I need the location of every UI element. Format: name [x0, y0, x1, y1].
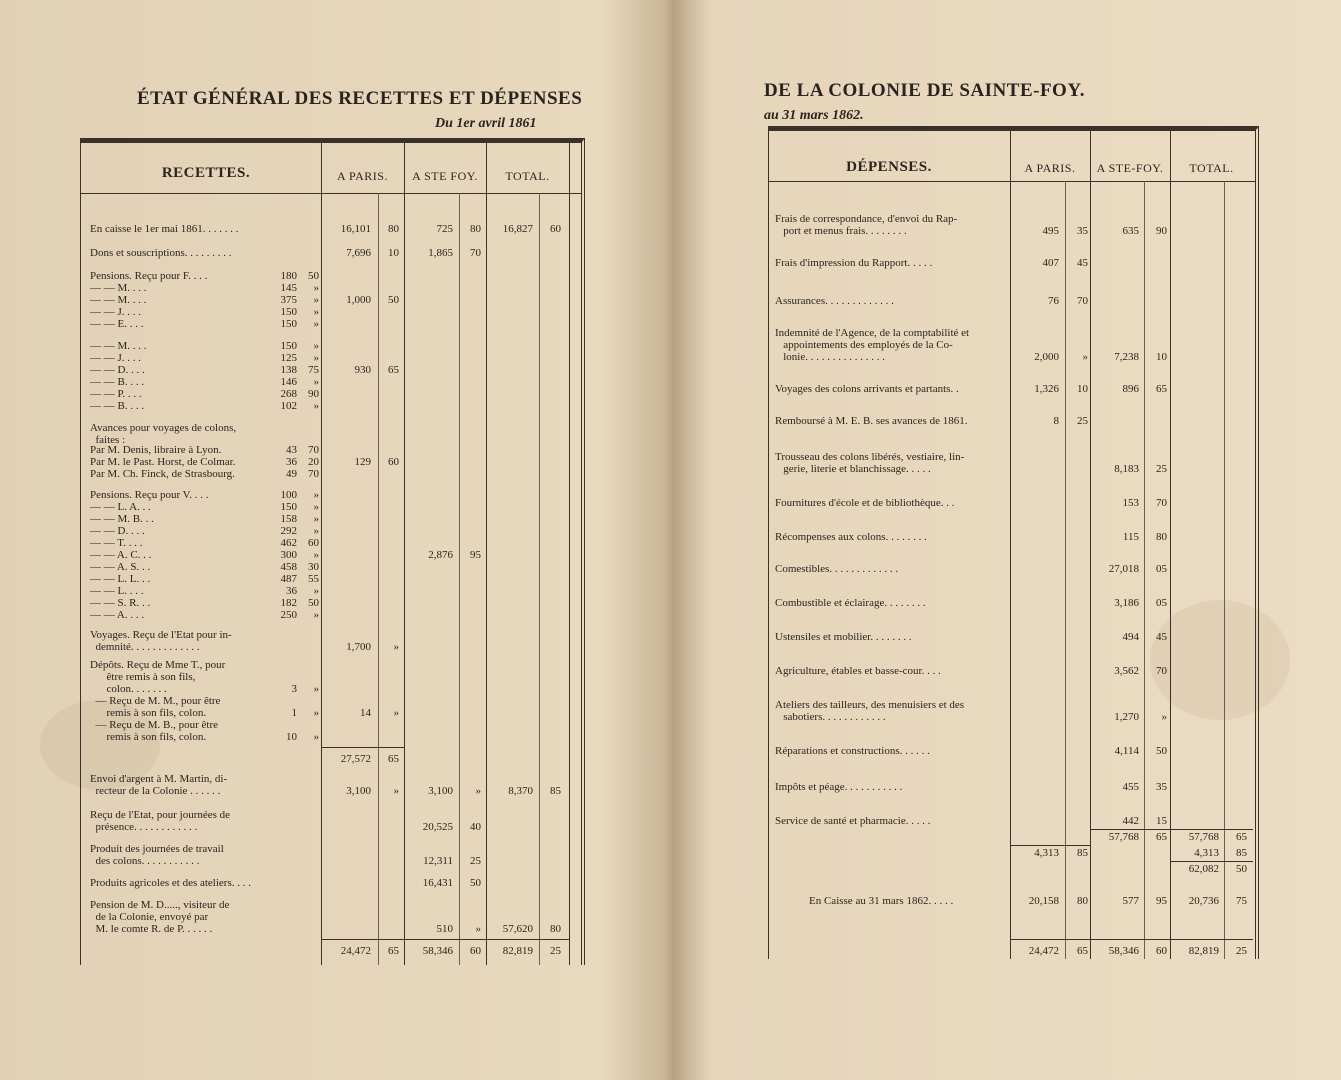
- grand-total-cents: 25: [550, 945, 561, 957]
- sub-amount: 10: [286, 731, 297, 743]
- column-rule: [486, 143, 487, 965]
- row-label: Par M. Denis, libraire à Lyon.: [90, 444, 222, 456]
- paris-total-cents: 65: [388, 945, 399, 957]
- sub-cents: 60: [308, 537, 319, 549]
- foy-amount: 442: [1122, 815, 1139, 827]
- foy-total-cents: 60: [470, 945, 481, 957]
- row-label: — — L. . . .: [90, 585, 144, 597]
- sub-amount: 487: [280, 573, 297, 585]
- cash-total: 20,736: [1188, 895, 1219, 907]
- sub-cents: 50: [308, 597, 319, 609]
- paris-cents: 10: [1077, 383, 1088, 395]
- row-label: faites :: [90, 434, 126, 446]
- total-subtotal: 62,082: [1188, 863, 1219, 875]
- total-subtotal-cents: 85: [1236, 847, 1247, 859]
- paris-cents: 70: [1077, 295, 1088, 307]
- row-label: Service de santé et pharmacie. . . . .: [775, 815, 931, 827]
- sub-cents: »: [313, 707, 319, 719]
- paris-cents: 45: [1077, 257, 1088, 269]
- subtotal-rule: [1090, 829, 1170, 830]
- row-label: — — A. C. . .: [90, 549, 152, 561]
- row-label: Réparations et constructions. . . . . .: [775, 745, 930, 757]
- sub-amount: 292: [280, 525, 297, 537]
- row-label: — — D. . . .: [90, 364, 145, 376]
- sub-amount: 36: [286, 585, 297, 597]
- subtotal-rule: [1170, 861, 1253, 862]
- sub-amount: 300: [280, 549, 297, 561]
- sub-cents: 50: [308, 270, 319, 282]
- total-subtotal-cents: 50: [1236, 863, 1247, 875]
- foy-subtotal: 57,768: [1108, 831, 1139, 843]
- left-page-title: ÉTAT GÉNÉRAL DES RECETTES ET DÉPENSES: [137, 88, 583, 109]
- sub-amount: 268: [280, 388, 297, 400]
- foy-total: 58,346: [1108, 945, 1139, 957]
- header-ste-foy: A STE-FOY.: [1096, 161, 1164, 175]
- foy-total: 58,346: [422, 945, 453, 957]
- row-label: Ateliers des tailleurs, des menuisiers et des sabotiers. . . . . . . . . . . .: [775, 699, 965, 723]
- paris-total: 24,472: [340, 945, 371, 957]
- row-label: Par M. le Past. Horst, de Colmar.: [90, 456, 236, 468]
- paris-cents: »: [393, 641, 399, 653]
- column-rule: [1090, 131, 1091, 959]
- row-label: — — M. . . .: [90, 294, 147, 306]
- row-label: Assurances. . . . . . . . . . . . .: [775, 295, 894, 307]
- paris-amount: 1,700: [346, 641, 371, 653]
- total-cents: 60: [550, 223, 561, 235]
- foy-amount: 3,562: [1114, 665, 1139, 677]
- sub-cents: 90: [308, 388, 319, 400]
- row-label: Avances pour voyages de colons,: [90, 422, 237, 434]
- sub-amount: 138: [280, 364, 297, 376]
- sub-amount: 146: [280, 376, 297, 388]
- recettes-table: [80, 138, 585, 965]
- left-page-subtitle: Du 1er avril 1861: [435, 116, 537, 131]
- cash-paris: 20,158: [1028, 895, 1059, 907]
- paris-amount: 76: [1048, 295, 1059, 307]
- row-label: M. le comte R. de P. . . . . .: [90, 923, 213, 935]
- row-label: remis à son fils, colon.: [90, 731, 207, 743]
- paris-amount: 7,696: [346, 247, 371, 259]
- row-label: remis à son fils, colon.: [90, 707, 207, 719]
- row-label: de la Colonie, envoyé par: [90, 911, 209, 923]
- row-label: colon. . . . . . .: [90, 683, 167, 695]
- header-paris: A PARIS.: [1024, 161, 1076, 175]
- sub-cents: »: [313, 306, 319, 318]
- paris-amount: 1,000: [346, 294, 371, 306]
- paris-amount: 8: [1053, 415, 1059, 427]
- foy-cents: 45: [1156, 631, 1167, 643]
- row-label: Produits agricoles et des ateliers. . . .: [90, 877, 251, 889]
- cents-rule: [539, 193, 540, 965]
- sub-amount: 102: [280, 400, 297, 412]
- sub-cents: »: [313, 400, 319, 412]
- row-label: Voyages. Reçu de l'Etat pour in-: [90, 629, 232, 641]
- row-label: — — D. . . .: [90, 525, 145, 537]
- cash-paris-cents: 80: [1077, 895, 1088, 907]
- row-label: — — E. . . .: [90, 318, 144, 330]
- row-label: — — A. S. . .: [90, 561, 151, 573]
- column-rule: [1010, 131, 1011, 959]
- foy-cents: 25: [1156, 463, 1167, 475]
- paris-amount: 27,572: [340, 753, 371, 765]
- foy-amount: 27,018: [1108, 563, 1139, 575]
- row-label: Indemnité de l'Agence, de la comptabilité et appointements des employés de la Co- lonie. . . . . . . . . . . . . . .: [775, 327, 970, 363]
- header-paris: A PARIS.: [337, 169, 388, 183]
- total-subtotal-cents: 65: [1236, 831, 1247, 843]
- row-label: Récompenses aux colons. . . . . . . .: [775, 531, 927, 543]
- paris-cents: 10: [388, 247, 399, 259]
- sub-cents: »: [313, 376, 319, 388]
- row-label: Dépôts. Reçu de Mme T., pour: [90, 659, 226, 671]
- row-label: — Reçu de M. M., pour être: [90, 695, 221, 707]
- paris-cents: 80: [388, 223, 399, 235]
- paris-amount: 3,100: [346, 785, 371, 797]
- paris-cents: 50: [388, 294, 399, 306]
- recettes-header-label: RECETTES.: [161, 165, 251, 181]
- column-rule: [1170, 131, 1171, 959]
- total-rule: [321, 939, 569, 940]
- sub-cents: 75: [308, 364, 319, 376]
- paris-cents: 65: [388, 364, 399, 376]
- cash-foy: 577: [1122, 895, 1139, 907]
- row-label: Pension de M. D....., visiteur de: [90, 899, 230, 911]
- total-subtotal: 4,313: [1194, 847, 1219, 859]
- foy-amount: 3,186: [1114, 597, 1139, 609]
- row-label: Combustible et éclairage. . . . . . . .: [775, 597, 926, 609]
- row-label: — — M. . . .: [90, 282, 147, 294]
- row-label: — — B. . . .: [90, 400, 145, 412]
- foy-amount: 12,311: [423, 855, 453, 867]
- foy-amount: 7,238: [1114, 351, 1139, 363]
- subtotal-rule: [1170, 829, 1253, 830]
- total-rule: [1010, 939, 1253, 940]
- paris-amount: 407: [1042, 257, 1059, 269]
- sub-cents: »: [313, 352, 319, 364]
- foy-amount: 1,270: [1114, 711, 1139, 723]
- foy-cents: 05: [1156, 563, 1167, 575]
- column-rule: [321, 143, 322, 965]
- grand-total: 82,819: [1188, 945, 1219, 957]
- foy-cents: 40: [470, 821, 481, 833]
- row-label: Produit des journées de travail: [90, 843, 224, 855]
- row-label: Envoi d'argent à M. Martin, di-: [90, 773, 228, 785]
- paris-cents: »: [393, 785, 399, 797]
- sub-cents: »: [313, 282, 319, 294]
- foy-amount: 2,876: [428, 549, 453, 561]
- paris-cents: 35: [1077, 225, 1088, 237]
- paris-cents: 60: [388, 456, 399, 468]
- row-label: En caisse le 1er mai 1861. . . . . . .: [90, 223, 239, 235]
- paris-amount: 14: [360, 707, 371, 719]
- sub-amount: 150: [280, 306, 297, 318]
- sub-amount: 462: [280, 537, 297, 549]
- foy-amount: 510: [436, 923, 453, 935]
- foy-cents: »: [475, 923, 481, 935]
- foy-amount: 635: [1122, 225, 1139, 237]
- foy-cents: 90: [1156, 225, 1167, 237]
- row-label: Impôts et péage. . . . . . . . . . .: [775, 781, 903, 793]
- total-cents: 80: [550, 923, 561, 935]
- sub-cents: »: [313, 340, 319, 352]
- row-label: — — L. L. . .: [90, 573, 151, 585]
- subtotal-rule: [1010, 845, 1090, 846]
- row-label: — — T. . . .: [90, 537, 143, 549]
- row-label: Frais de correspondance, d'envoi du Rap- port et menus frais. . . . . . . .: [775, 213, 958, 237]
- header-ste-foy: A STE FOY.: [412, 169, 478, 183]
- row-label: Pensions. Reçu pour F. . . .: [90, 270, 208, 282]
- cash-total-cents: 75: [1236, 895, 1247, 907]
- row-label: — — S. R. . .: [90, 597, 151, 609]
- foy-amount: 3,100: [428, 785, 453, 797]
- foy-cents: 35: [1156, 781, 1167, 793]
- row-label: — — L. A. . .: [90, 501, 151, 513]
- foy-cents: 80: [1156, 531, 1167, 543]
- foy-amount: 20,525: [422, 821, 453, 833]
- sub-cents: »: [313, 294, 319, 306]
- foy-cents: 25: [470, 855, 481, 867]
- right-page-subtitle: au 31 mars 1862.: [764, 108, 864, 123]
- sub-amount: 158: [280, 513, 297, 525]
- sub-cents: 70: [308, 444, 319, 456]
- sub-cents: »: [313, 609, 319, 621]
- row-label: Dons et souscriptions. . . . . . . . .: [90, 247, 232, 259]
- row-label: recteur de la Colonie . . . . . .: [90, 785, 221, 797]
- row-label: — — J. . . .: [90, 352, 142, 364]
- sub-amount: 180: [280, 270, 297, 282]
- foy-amount: 8,183: [1114, 463, 1139, 475]
- sub-cents: »: [313, 683, 319, 695]
- sub-amount: 43: [286, 444, 297, 456]
- foy-cents: »: [475, 785, 481, 797]
- row-label: demnité. . . . . . . . . . . . .: [90, 641, 200, 653]
- sub-cents: »: [313, 731, 319, 743]
- row-label: — — J. . . .: [90, 306, 142, 318]
- total-subtotal: 57,768: [1188, 831, 1219, 843]
- foy-cents: 70: [470, 247, 481, 259]
- foy-amount: 153: [1122, 497, 1139, 509]
- row-label: — Reçu de M. B., pour être: [90, 719, 218, 731]
- row-label: Remboursé à M. E. B. ses avances de 1861.: [775, 415, 968, 427]
- cash-label: En Caisse au 31 mars 1862. . . . .: [809, 895, 954, 907]
- foy-cents: 15: [1156, 815, 1167, 827]
- foy-cents: 65: [1156, 383, 1167, 395]
- sub-amount: 49: [286, 468, 297, 480]
- sub-amount: 1: [291, 707, 297, 719]
- foy-cents: 70: [1156, 497, 1167, 509]
- paris-amount: 1,326: [1034, 383, 1059, 395]
- row-label: Par M. Ch. Finck, de Strasbourg.: [90, 468, 235, 480]
- paris-cents: 65: [388, 753, 399, 765]
- foy-amount: 455: [1122, 781, 1139, 793]
- grand-total-cents: 25: [1236, 945, 1247, 957]
- right-page-title: DE LA COLONIE DE SAINTE-FOY.: [764, 80, 1086, 101]
- total-cents: 85: [550, 785, 561, 797]
- cents-rule: [1065, 181, 1066, 959]
- total-amount: 8,370: [508, 785, 533, 797]
- row-label: — — A. . . .: [90, 609, 145, 621]
- cents-rule: [1224, 181, 1225, 959]
- sub-amount: 100: [280, 489, 297, 501]
- sub-amount: 458: [280, 561, 297, 573]
- row-label: Ustensiles et mobilier. . . . . . . .: [775, 631, 912, 643]
- sub-amount: 125: [280, 352, 297, 364]
- foy-amount: 1,865: [428, 247, 453, 259]
- paris-amount: 129: [354, 456, 371, 468]
- foy-subtotal-cents: 65: [1156, 831, 1167, 843]
- depenses-header-label: DÉPENSES.: [846, 159, 932, 175]
- sub-amount: 375: [280, 294, 297, 306]
- row-label: — — M. . . .: [90, 340, 147, 352]
- sub-amount: 150: [280, 318, 297, 330]
- foy-amount: 115: [1122, 531, 1139, 543]
- total-amount: 57,620: [502, 923, 533, 935]
- sub-cents: 20: [308, 456, 319, 468]
- row-label: des colons. . . . . . . . . . .: [90, 855, 200, 867]
- row-label: — — B. . . .: [90, 376, 145, 388]
- column-rule: [569, 143, 570, 965]
- foy-cents: 95: [470, 549, 481, 561]
- foy-cents: 80: [470, 223, 481, 235]
- paris-amount: 495: [1042, 225, 1059, 237]
- depenses-table: [768, 126, 1259, 959]
- paris-subtotal-cents: 85: [1077, 847, 1088, 859]
- sub-cents: 55: [308, 573, 319, 585]
- paris-amount: 930: [354, 364, 371, 376]
- row-label: Frais d'impression du Rapport. . . . .: [775, 257, 933, 269]
- paris-cents: »: [1082, 351, 1088, 363]
- cents-rule: [1144, 181, 1145, 959]
- paris-cents: 25: [1077, 415, 1088, 427]
- row-label: Fournitures d'école et de bibliothèque. . .: [775, 497, 955, 509]
- sub-cents: »: [313, 489, 319, 501]
- row-label: Pensions. Reçu pour V. . . .: [90, 489, 209, 501]
- foy-amount: 725: [436, 223, 453, 235]
- row-label: Reçu de l'Etat, pour journées de: [90, 809, 231, 821]
- sub-amount: 145: [280, 282, 297, 294]
- foy-total-cents: 60: [1156, 945, 1167, 957]
- row-label: être remis à son fils,: [90, 671, 196, 683]
- sub-cents: »: [313, 585, 319, 597]
- foy-cents: 50: [1156, 745, 1167, 757]
- sub-cents: 30: [308, 561, 319, 573]
- sub-cents: »: [313, 513, 319, 525]
- foy-cents: 50: [470, 877, 481, 889]
- paris-total: 24,472: [1028, 945, 1059, 957]
- row-label: Voyages des colons arrivants et partants. .: [775, 383, 959, 395]
- sub-cents: »: [313, 501, 319, 513]
- foy-cents: 70: [1156, 665, 1167, 677]
- paris-subtotal: 4,313: [1034, 847, 1059, 859]
- cash-foy-cents: 95: [1156, 895, 1167, 907]
- sub-amount: 250: [280, 609, 297, 621]
- sub-cents: »: [313, 525, 319, 537]
- sub-cents: »: [313, 318, 319, 330]
- foy-amount: 896: [1122, 383, 1139, 395]
- sub-cents: 70: [308, 468, 319, 480]
- paris-amount: 2,000: [1034, 351, 1059, 363]
- row-label: — — P. . . .: [90, 388, 142, 400]
- subtotal-rule: [321, 747, 404, 748]
- header-total: TOTAL.: [505, 169, 550, 183]
- foy-cents: 10: [1156, 351, 1167, 363]
- foy-amount: 4,114: [1114, 745, 1139, 757]
- sub-amount: 36: [286, 456, 297, 468]
- cents-rule: [378, 193, 379, 965]
- column-rule: [404, 143, 405, 965]
- foy-amount: 494: [1122, 631, 1139, 643]
- row-label: Comestibles. . . . . . . . . . . . .: [775, 563, 899, 575]
- paris-amount: 16,101: [340, 223, 371, 235]
- sub-cents: »: [313, 549, 319, 561]
- row-label: Trousseau des colons libérés, vestiaire, lin- gerie, literie et blanchissage. . . . .: [775, 451, 965, 475]
- row-label: Agriculture, étables et basse-cour. . . .: [775, 665, 941, 677]
- sub-amount: 182: [280, 597, 297, 609]
- sub-amount: 150: [280, 501, 297, 513]
- foy-amount: 16,431: [422, 877, 453, 889]
- cents-rule: [459, 193, 460, 965]
- grand-total: 82,819: [502, 945, 533, 957]
- sub-amount: 3: [291, 683, 297, 695]
- header-total: TOTAL.: [1189, 161, 1234, 175]
- paris-cents: »: [393, 707, 399, 719]
- foy-cents: »: [1161, 711, 1167, 723]
- sub-amount: 150: [280, 340, 297, 352]
- foy-cents: 05: [1156, 597, 1167, 609]
- total-amount: 16,827: [502, 223, 533, 235]
- row-label: présence. . . . . . . . . . . .: [90, 821, 198, 833]
- paris-total-cents: 65: [1077, 945, 1088, 957]
- row-label: — — M. B. . .: [90, 513, 154, 525]
